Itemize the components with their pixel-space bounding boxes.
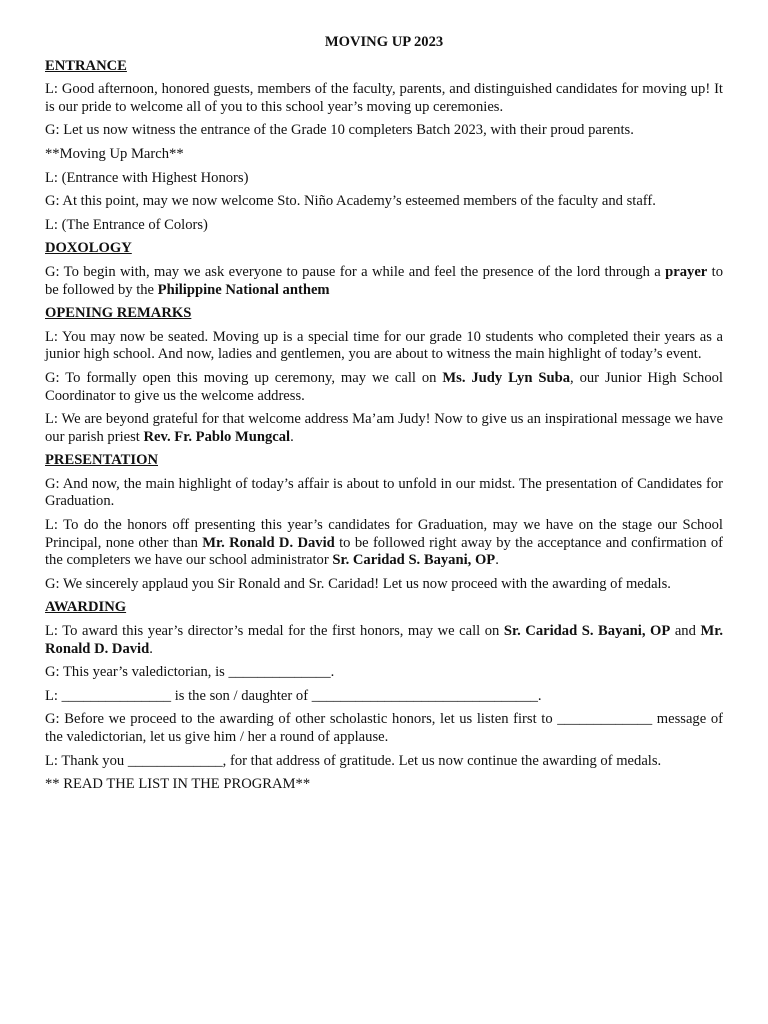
script-paragraph xyxy=(45,411,723,446)
script-line: L: (The Entrance of Colors) xyxy=(45,216,208,233)
script-paragraph: G: Before we proceed to the awarding of other scholastic honors, let us listen first to _____________ message of the valedictorian, let us give him / her a round of applause. xyxy=(45,711,723,745)
text-run: , our Junior High School Coordinator to give us the welcome address. xyxy=(45,369,723,404)
section-heading-entrance: ENTRANCE xyxy=(45,57,127,74)
text-run: and xyxy=(670,623,701,640)
script-paragraph xyxy=(45,370,723,405)
script-line: L: _______________ is the son / daughter of _______________________________. xyxy=(45,687,542,704)
script-paragraph: G: At this point, may we now welcome Sto. Niño Academy’s esteemed members of the faculty and staff. xyxy=(45,193,656,210)
text-run: G: To begin with, may we ask everyone to pause for a while and feel the presence of the lord through a xyxy=(45,263,666,280)
section-heading-presentation: PRESENTATION xyxy=(45,452,158,469)
bold-text: Mr. Ronald D. David xyxy=(202,534,335,551)
text-run: to be followed right away by the acceptance and confirmation of the completers we have our school administrator xyxy=(45,534,723,569)
text-run: L: To award this year’s director’s medal for the first honors, may we call on xyxy=(45,623,504,640)
section-heading-awarding: AWARDING xyxy=(45,599,127,616)
bold-text: Ms. Judy Lyn Suba xyxy=(442,369,571,386)
text-run: . xyxy=(290,428,294,445)
script-line: G: This year’s valedictorian, is ______________. xyxy=(45,664,335,681)
bold-text: Philippine National anthem xyxy=(157,281,330,298)
bold-text: Sr. Caridad S. Bayani, OP xyxy=(503,623,671,640)
bold-text: Rev. Fr. Pablo Mungcal xyxy=(143,428,291,445)
text-run: L: To do the honors off presenting this year’s candidates for Graduation, may we have on the stage our School Principal, none other than xyxy=(45,517,723,551)
script-paragraph: G: And now, the main highlight of today’s affair is about to unfold in our midst. The presentation of Candidates for Graduation. xyxy=(45,475,723,510)
page-title: MOVING UP 2023 xyxy=(324,34,444,50)
script-paragraph: G: Let us now witness the entrance of the Grade 10 completers Batch 2023, with their proud parents. xyxy=(45,122,634,139)
script-paragraph: L: Thank you _____________, for that address of gratitude. Let us now continue the awarding of medals. xyxy=(45,752,662,769)
text-run: L: We are beyond grateful for that welcome address Ma’am Judy! Now to give us an inspirational message we have our parish priest xyxy=(45,411,723,445)
script-paragraph: G: We sincerely applaud you Sir Ronald and Sr. Caridad! Let us now proceed with the awarding of medals. xyxy=(45,575,671,592)
bold-text: Sr. Caridad S. Bayani, OP xyxy=(332,552,496,569)
script-paragraph xyxy=(45,517,723,570)
text-run: G: To formally open this moving up ceremony, may we call on xyxy=(45,369,443,386)
script-paragraph xyxy=(45,623,723,658)
script-line: **Moving Up March** xyxy=(45,145,184,162)
script-paragraph: L: Good afternoon, honored guests, members of the faculty, parents, and distinguished candidates for moving up! It is our pride to welcome all of you to this school year’s moving up ceremonies. xyxy=(45,81,723,115)
section-heading-opening-remarks: OPENING REMARKS xyxy=(45,305,192,322)
text-run: . xyxy=(495,552,499,569)
script-paragraph: L: You may now be seated. Moving up is a special time for our grade 10 students who completed their years as a junior high school. And now, ladies and gentlemen, you are about to witness the main highlight of today’s event. xyxy=(45,328,723,363)
script-paragraph xyxy=(45,264,723,299)
text-run: to be followed by the xyxy=(45,263,724,298)
section-heading-doxology: DOXOLOGY xyxy=(45,240,132,257)
bold-text: Mr. Ronald D. David xyxy=(45,623,723,657)
script-line: L: (Entrance with Highest Honors) xyxy=(45,169,249,186)
document-page xyxy=(45,34,723,800)
bold-text: prayer xyxy=(665,263,708,280)
text-run: . xyxy=(149,640,153,657)
script-line: ** READ THE LIST IN THE PROGRAM** xyxy=(45,776,311,793)
